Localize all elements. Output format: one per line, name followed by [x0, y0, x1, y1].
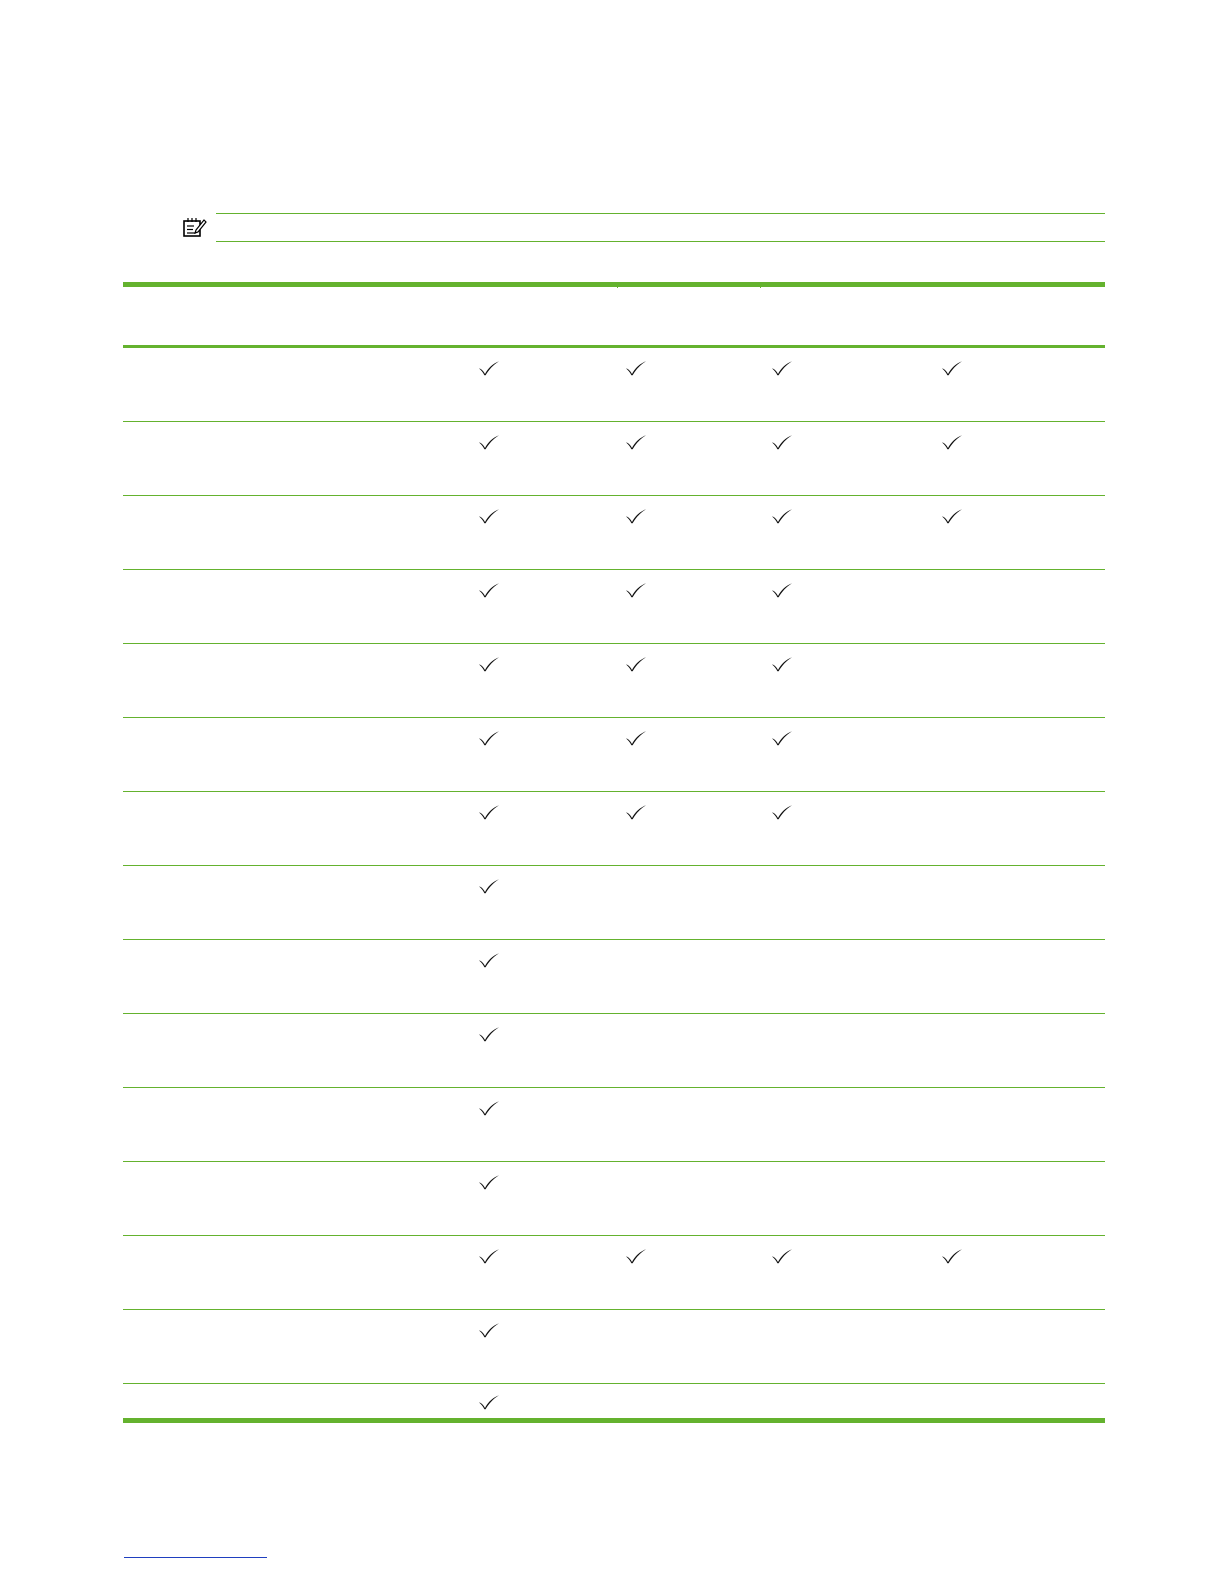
feature-support-table: [123, 282, 1105, 1423]
table-row: [123, 940, 1105, 1014]
checkmark-icon: [771, 434, 793, 450]
header-column-divider: [760, 287, 761, 288]
checkmark-icon: [771, 730, 793, 746]
checkmark-icon: [478, 1322, 500, 1338]
checkmark-icon: [478, 804, 500, 820]
table-bottom-rule: [123, 1418, 1105, 1423]
table-row: [123, 1236, 1105, 1310]
checkmark-icon: [771, 1248, 793, 1264]
note-icon: [182, 216, 208, 238]
checkmark-icon: [478, 1248, 500, 1264]
table-row: [123, 348, 1105, 422]
checkmark-icon: [771, 360, 793, 376]
table-row: [123, 644, 1105, 718]
table-row: [123, 1384, 1105, 1418]
checkmark-icon: [941, 360, 963, 376]
checkmark-icon: [478, 1100, 500, 1116]
checkmark-icon: [478, 878, 500, 894]
note-top-rule: [216, 213, 1105, 214]
table-row: [123, 792, 1105, 866]
checkmark-icon: [625, 508, 647, 524]
checkmark-icon: [941, 434, 963, 450]
checkmark-icon: [478, 508, 500, 524]
checkmark-icon: [625, 1248, 647, 1264]
checkmark-icon: [625, 434, 647, 450]
checkmark-icon: [771, 508, 793, 524]
checkmark-icon: [478, 360, 500, 376]
table-row: [123, 1310, 1105, 1384]
checkmark-icon: [478, 1026, 500, 1042]
table-row: [123, 1162, 1105, 1236]
checkmark-icon: [625, 730, 647, 746]
header-column-divider: [617, 287, 618, 288]
checkmark-icon: [478, 656, 500, 672]
checkmark-icon: [478, 582, 500, 598]
checkmark-icon: [478, 1394, 500, 1410]
table-row: [123, 1014, 1105, 1088]
footer-link-underline[interactable]: [124, 1557, 267, 1558]
table-row: [123, 866, 1105, 940]
checkmark-icon: [771, 656, 793, 672]
table-row: [123, 718, 1105, 792]
checkmark-icon: [625, 804, 647, 820]
table-row: [123, 422, 1105, 496]
checkmark-icon: [941, 508, 963, 524]
note-bottom-rule: [216, 241, 1105, 242]
checkmark-icon: [771, 582, 793, 598]
table-body: [123, 348, 1105, 1418]
checkmark-icon: [941, 1248, 963, 1264]
table-row: [123, 1088, 1105, 1162]
note-block: [182, 213, 1105, 243]
checkmark-icon: [478, 1174, 500, 1190]
checkmark-icon: [478, 730, 500, 746]
table-row: [123, 496, 1105, 570]
table-header: [123, 287, 1105, 345]
table-row: [123, 570, 1105, 644]
checkmark-icon: [478, 434, 500, 450]
checkmark-icon: [625, 656, 647, 672]
checkmark-icon: [478, 952, 500, 968]
checkmark-icon: [771, 804, 793, 820]
checkmark-icon: [625, 360, 647, 376]
checkmark-icon: [625, 582, 647, 598]
